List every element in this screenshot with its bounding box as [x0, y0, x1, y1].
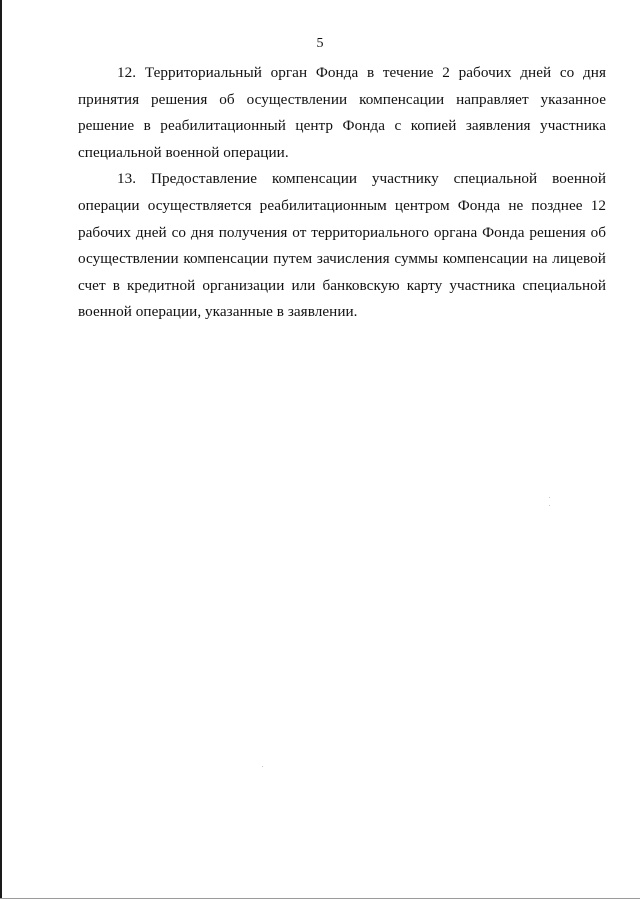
scan-speck — [549, 497, 550, 498]
paragraph-13: 13. Предоставление компенсации участнику специальной военной операции осуществляется реабилитационным центром Фонда не позднее 12 рабочих дней со дня получения от территориального органа Фонда решения об осуществлении компенсации путем зачисления суммы компенсации на лицевой счет в кредитной организации или банковскую карту участника специальной военной операции, указанные в заявлении. — [78, 170, 606, 321]
paragraph-12: 12. Территориальный орган Фонда в течение 2 рабочих дней со дня принятия решения об осуществлении компенсации направляет указанное решение в реабилитационный центр Фонда с копией заявления участника специальной военной операции. — [78, 64, 606, 161]
scan-edge-left — [0, 0, 2, 899]
scan-speck — [262, 766, 263, 767]
page-number: 5 — [316, 36, 324, 51]
scan-speck — [549, 505, 550, 506]
document-body — [78, 60, 606, 326]
